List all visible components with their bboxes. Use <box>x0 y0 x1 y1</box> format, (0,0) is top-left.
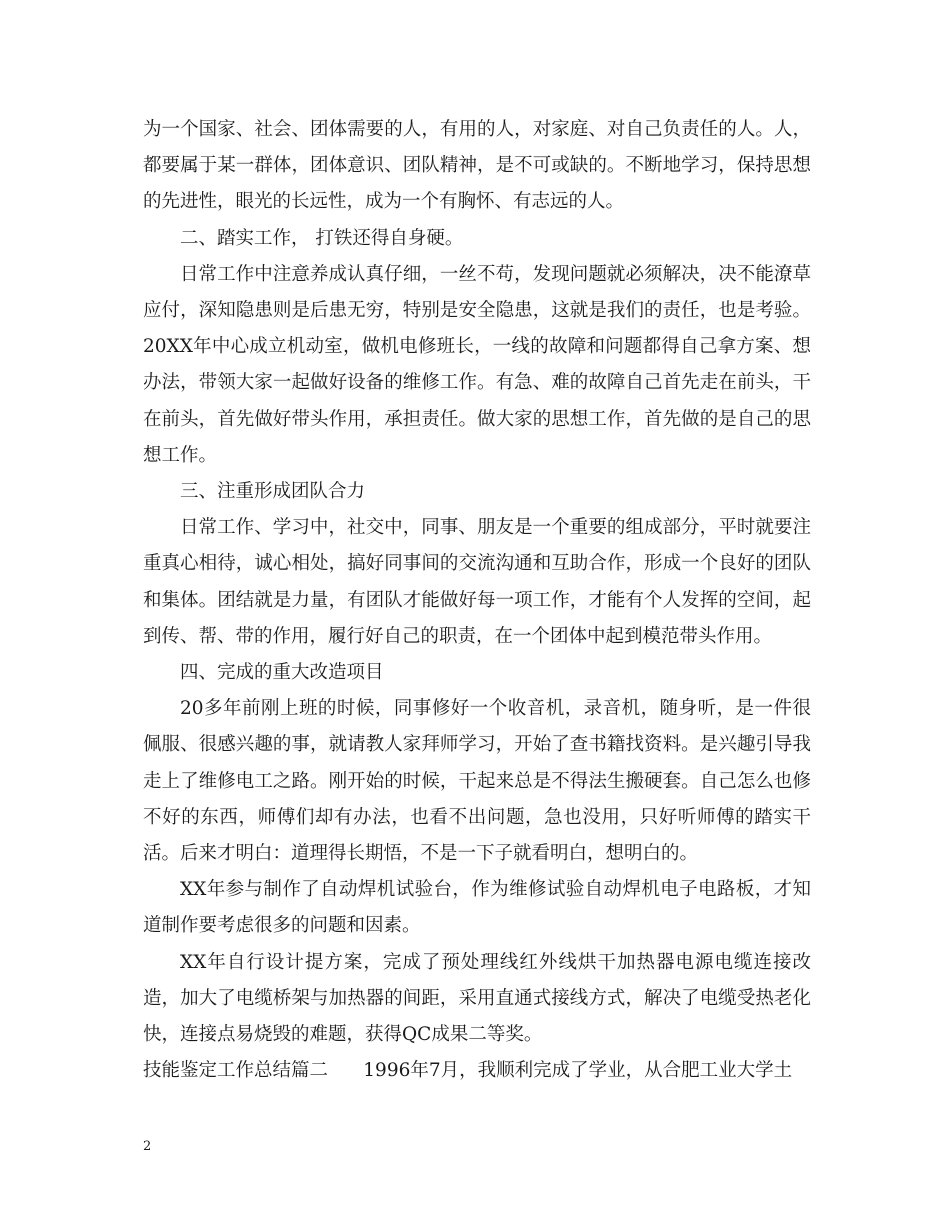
section-heading-4: 四、完成的重大改造项目 <box>180 662 384 684</box>
paragraph-section-4-story: 20多年前刚上班的时候，同事修好一个收音机，录音机，随身听，是一件很佩服、很感兴趣的事，就请教人家拜师学习，开始了查书籍找资料。是兴趣引导我走上了维修电工之路。刚开始的时候，干起来总是不得法生搬硬套。自己怎么也修不好的东西，师傅们却有办法，也看不出问题，急也没用，只好听师傅的踏实干活。后来才明白：道理得长期悟，不是一下子就看明白，想明白的。 <box>143 698 811 865</box>
section-heading-3: 三、注重形成团队合力 <box>180 481 366 503</box>
paragraph-section-3: 日常工作、学习中，社交中，同事、朋友是一个重要的组成部分，平时就要注重真心相待，诚心相处，搞好同事间的交流沟通和互助合作，形成一个良好的团队和集体。团结就是力量，有团队才能做好每一项工作，才能有个人发挥的空间，起到传、帮、带的作用，履行好自己的职责，在一个团体中起到模范带头作用。 <box>143 517 811 647</box>
paragraph-section-4-project-1: XX年参与制作了自动焊机试验台，作为维修试验自动焊机电子电路板，才知道制作要考虑很多的问题和因素。 <box>143 879 811 937</box>
page-number: 2 <box>143 1139 152 1154</box>
section-heading-2: 二、踏实工作， 打铁还得自身硬。 <box>180 227 464 249</box>
document-body <box>143 112 811 1089</box>
paragraph-section-2: 日常工作中注意养成认真仔细，一丝不苟，发现问题就必须解决，决不能潦草应付，深知隐患则是后患无穷，特别是安全隐患，这就是我们的责任，也是考验。20XX年中心成立机动室，做机电修班长，一线的故障和问题都得自己拿方案、想办法，带领大家一起做好设备的维修工作。有急、难的故障自己首先走在前头，干在前头，首先做好带头作用，承担责任。做大家的思想工作，首先做的是自己的思想工作。 <box>143 263 811 466</box>
paragraph-section-4-project-2: XX年自行设计提方案，完成了预处理线红外线烘干加热器电源电缆连接改造，加大了电缆桥架与加热器的间距，采用直通式接线方式，解决了电缆受热老化快，连接点易烧毁的难题，获得QC成果二等奖。 <box>143 951 811 1046</box>
paragraph-intro-continuation: 为一个国家、社会、团体需要的人，有用的人，对家庭、对自己负责任的人。人，都要属于某一群体，团体意识、团队精神，是不可或缺的。不断地学习，保持思想的先进性，眼光的长远性，成为一个有胸怀、有志远的人。 <box>143 119 811 213</box>
paragraph-summary-part-2-start: 技能鉴定工作总结篇二 1996年7月，我顺利完成了学业，从合肥工业大学土 <box>143 1060 793 1082</box>
